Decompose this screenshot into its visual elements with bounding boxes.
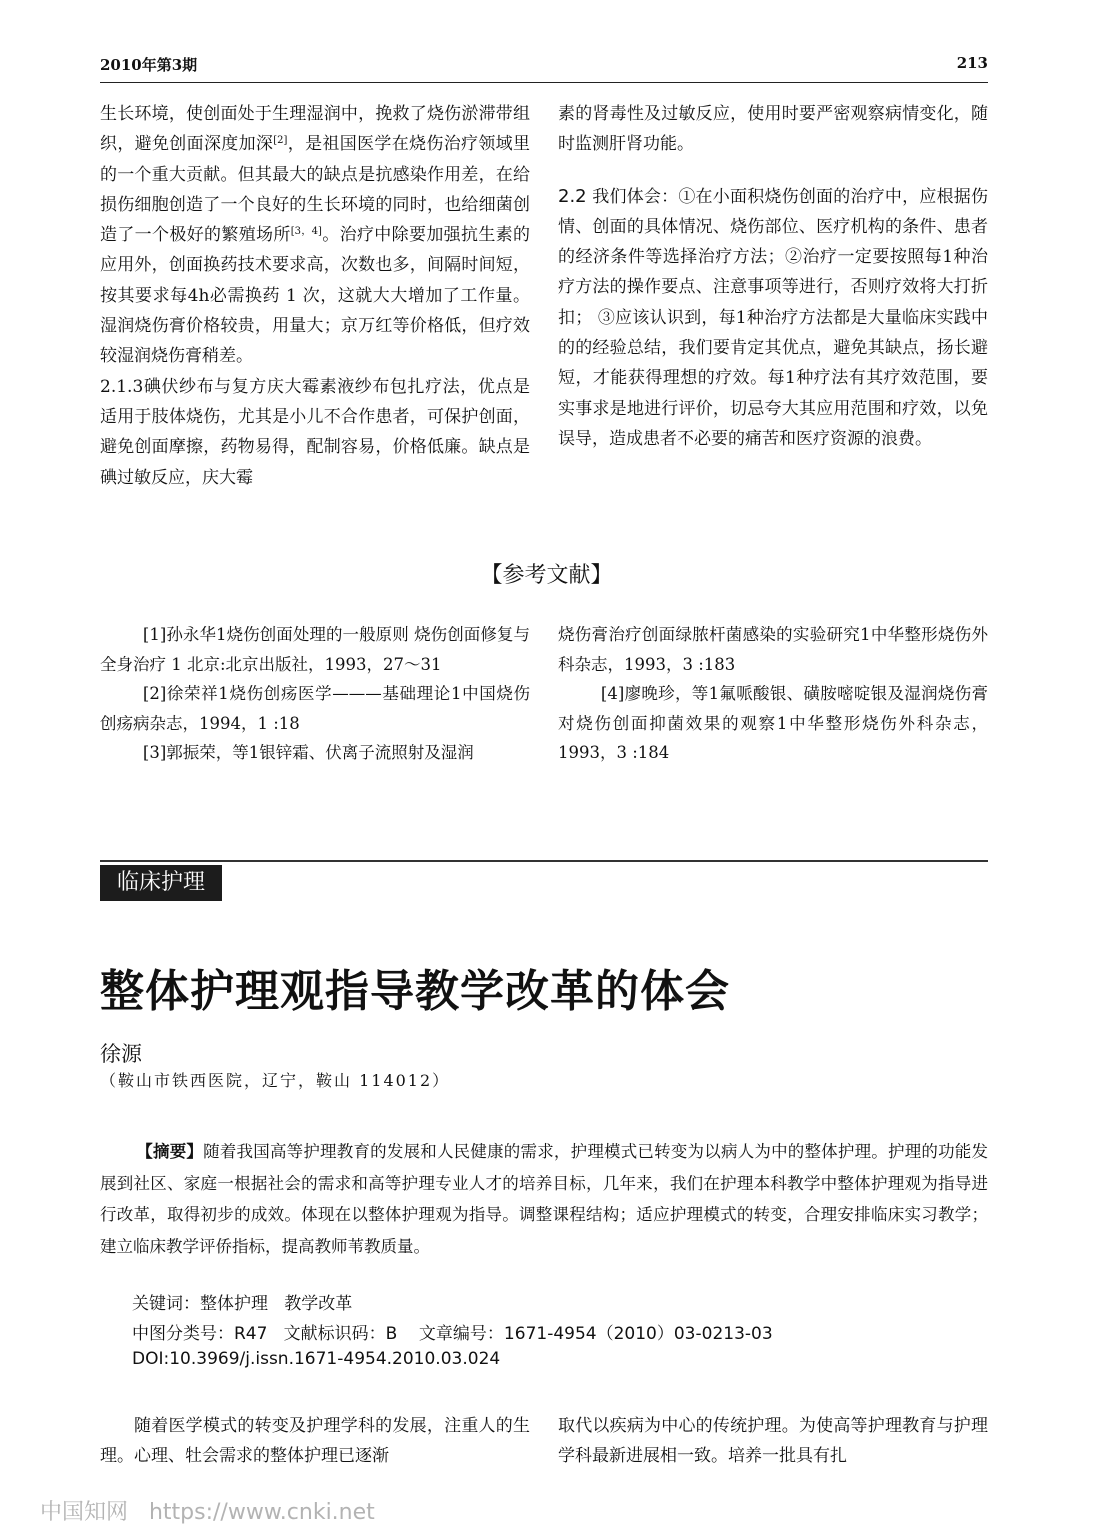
abstract-text: 随着我国高等护理教育的发展和人民健康的需求，护理模式已转变为以病人为中的整体护理。护理的功能发展到社区、家庭一根据社会的需求和高等护理专业人才的培养目标，几年来，我们在护理本科教学中整体护理观为指导进行改革，取得初步的成效。体现在以整体护理观为指导。调整课程结构；适应护理模式的转变，合理安排临床实习教学；建立临床教学评侨指标，提高教师苇教质量。 [100, 1142, 989, 1256]
body-paragraph-left: 随着医学模式的转变及护理学科的发展，注重人的生理。心理、牡会需求的整体护理已逐渐 [100, 1416, 530, 1467]
abstract-label: 【摘要】 [136, 1142, 204, 1161]
doi-line: DOI:10.3969/j.issn.1671-4954.2010.03.024 [132, 1349, 501, 1369]
article-title: 整体护理观指导教学改革的体会 [100, 966, 730, 1017]
article-author: 徐源 [100, 1042, 142, 1066]
abstract [100, 1136, 988, 1262]
left-paragraph-1: 生长环境，使创面处于生理湿润中，挽救了烧伤淤滞带组织，避免创面深度加深[2]，是祖国医学在烧伤治疗领域里的一个重大贡献。但其最大的缺点是抗感染作用差，在给损伤细胞创造了一个良好的生长环境的同时，也给细菌创造了一个极好的繁殖场所[3，4]。治疗中除要加强抗生素的应用外，创面换药技术要求高，次数也多，间隔时间短，按其要求每4h必需换药 1 次，这就大大增加了工作量。湿润烧伤膏价格较贵，用量大；京万红等价格低，但疗效较湿润烧伤膏稍差。 [100, 104, 531, 367]
left-column [100, 99, 530, 493]
citation-3-4: [3，4] [290, 226, 322, 238]
reference-4: [4]廖晚珍，等1氟哌酸银、磺胺嘧啶银及湿润烧伤膏对烧伤创面抑菌效果的观察1中华整形烧伤外科杂志，1993，3 :184 [558, 684, 988, 762]
reference-3-continued: 烧伤膏治疗创面绿脓杆菌感染的实验研究1中华整形烧伤外科杂志，1993，3 :183 [558, 625, 988, 674]
section-tag: 临床护理 [100, 865, 222, 901]
right-paragraph-2: 2.2 我们体会：①在小面积烧伤创面的治疗中，应根据伤情、创面的具体情况、烧伤部位、医疗机构的条件、患者的经济条件等选择治疗方法；②治疗一定要按照每1种治疗方法的操作要点、注意事项等进行，否则疗效将大打折扣； ③应该认识到，每1种治疗方法都是大量临床实践中的的经验总结，我们要肯定其优点，避免其缺点，扬长避短，才能获得理想的疗效。每1种疗法有其疗效范围，要实事求是地进行评价，切忌夸大其应用范围和疗效，以免误导，造成患者不必要的痛苦和医疗资源的浪费。 [558, 185, 988, 449]
body-right [558, 1411, 988, 1472]
reference-2: [2]徐荣祥1烧伤创疡医学———基础理论1中国烧伤创疡病杂志，1994，1 :18 [100, 684, 530, 733]
left-paragraph-2: 2.1.3碘伏纱布与复方庆大霉素液纱布包扎疗法，优点是适用于肢体烧伤，尤其是小儿不合作患者，可保护创面，避免创面摩擦，药物易得，配制容易，价格低廉。缺点是碘过敏反应，庆大霉 [100, 376, 530, 488]
classification-line: 中图分类号：R47 文献标识码：B 文章编号：1671-4954（2010）03-0213-03 [132, 1324, 773, 1344]
page-header [100, 54, 988, 78]
section-rule [100, 860, 988, 862]
references-right [558, 620, 988, 768]
page-number: 213 [956, 54, 988, 72]
body-paragraph-right: 取代以疾病为中心的传统护理。为使高等护理教育与护理学科最新进展相一致。培养一批具有扎 [558, 1416, 988, 1467]
right-column [558, 99, 988, 454]
author-affiliation: （鞍山市铁西医院，辽宁，鞍山 114012） [100, 1071, 451, 1090]
body-left [100, 1411, 530, 1472]
section-number: 2.2 [558, 185, 587, 207]
citation-2: [2] [273, 135, 288, 147]
references-left [100, 620, 530, 768]
references-title: 【参考文献】 [480, 563, 613, 588]
header-rule [100, 82, 988, 83]
keywords: 关键词：整体护理 教学改革 [132, 1294, 353, 1314]
cnki-watermark: 中国知网 https://www.cnki.net [40, 1500, 375, 1525]
right-paragraph-1: 素的肾毒性及过敏反应，使用时要严密观察病情变化，随时监测肝肾功能。 [558, 104, 988, 155]
reference-3: [3]郭振荣，等1银锌霜、伏离子流照射及湿润 [142, 743, 474, 762]
reference-1: [1]孙永华1烧伤创面处理的一般原则 烧伤创面修复与全身治疗 1 北京:北京出版社，1993，27～31 [100, 625, 530, 674]
journal-issue: 2010年第3期 [100, 56, 198, 74]
